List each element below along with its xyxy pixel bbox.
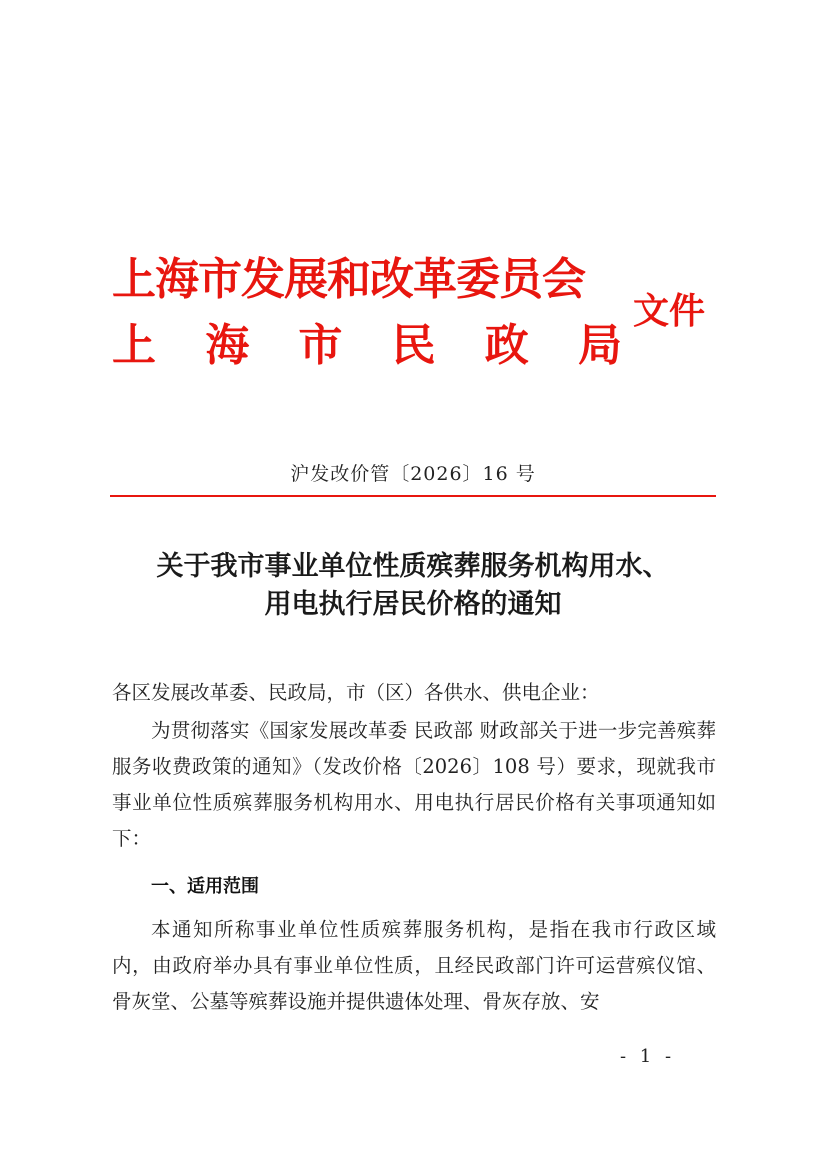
org2-char: 政 [484, 320, 529, 371]
document-number: 沪发改价管〔2026〕16 号 [290, 463, 536, 485]
scope-paragraph: 本通知所称事业单位性质殡葬服务机构，是指在我市行政区域内，由政府举办具有事业单位性质，且经民政部门许可运营殡仪馆、骨灰堂、公墓等殡葬设施并提供遗体处理、骨灰存放、安 [112, 918, 716, 1013]
document-header [112, 248, 712, 378]
org2-char: 海 [205, 320, 250, 371]
title-line-2: 用电执行居民价格的通知 [264, 589, 562, 620]
org2-char: 市 [298, 320, 343, 371]
org2-char: 民 [391, 320, 436, 371]
org2-char: 局 [577, 320, 622, 371]
intro-paragraph: 为贯彻落实《国家发展改革委 民政部 财政部关于进一步完善殡葬服务收费政策的通知》（发改价格〔2026〕108 号）要求，现就我市事业单位性质殡葬服务机构用水、用电执行居民价格有关事项通知如下： [112, 719, 716, 850]
salutation: 各区发展改革委、民政局，市（区）各供水、供电企业： [112, 681, 600, 704]
issuing-org-ndrc: 上海市发展和改革委员会 [112, 254, 585, 305]
section-heading-scope: 一、适用范围 [151, 876, 259, 897]
page-number: - 1 - [620, 1046, 676, 1067]
red-divider [110, 495, 716, 497]
org2-char: 上 [112, 320, 156, 371]
document-suffix: 文件 [633, 290, 706, 332]
title-line-1: 关于我市事业单位性质殡葬服务机构用水、 [156, 551, 670, 582]
document-title [0, 548, 826, 624]
issuing-org-civil-affairs [112, 320, 622, 372]
